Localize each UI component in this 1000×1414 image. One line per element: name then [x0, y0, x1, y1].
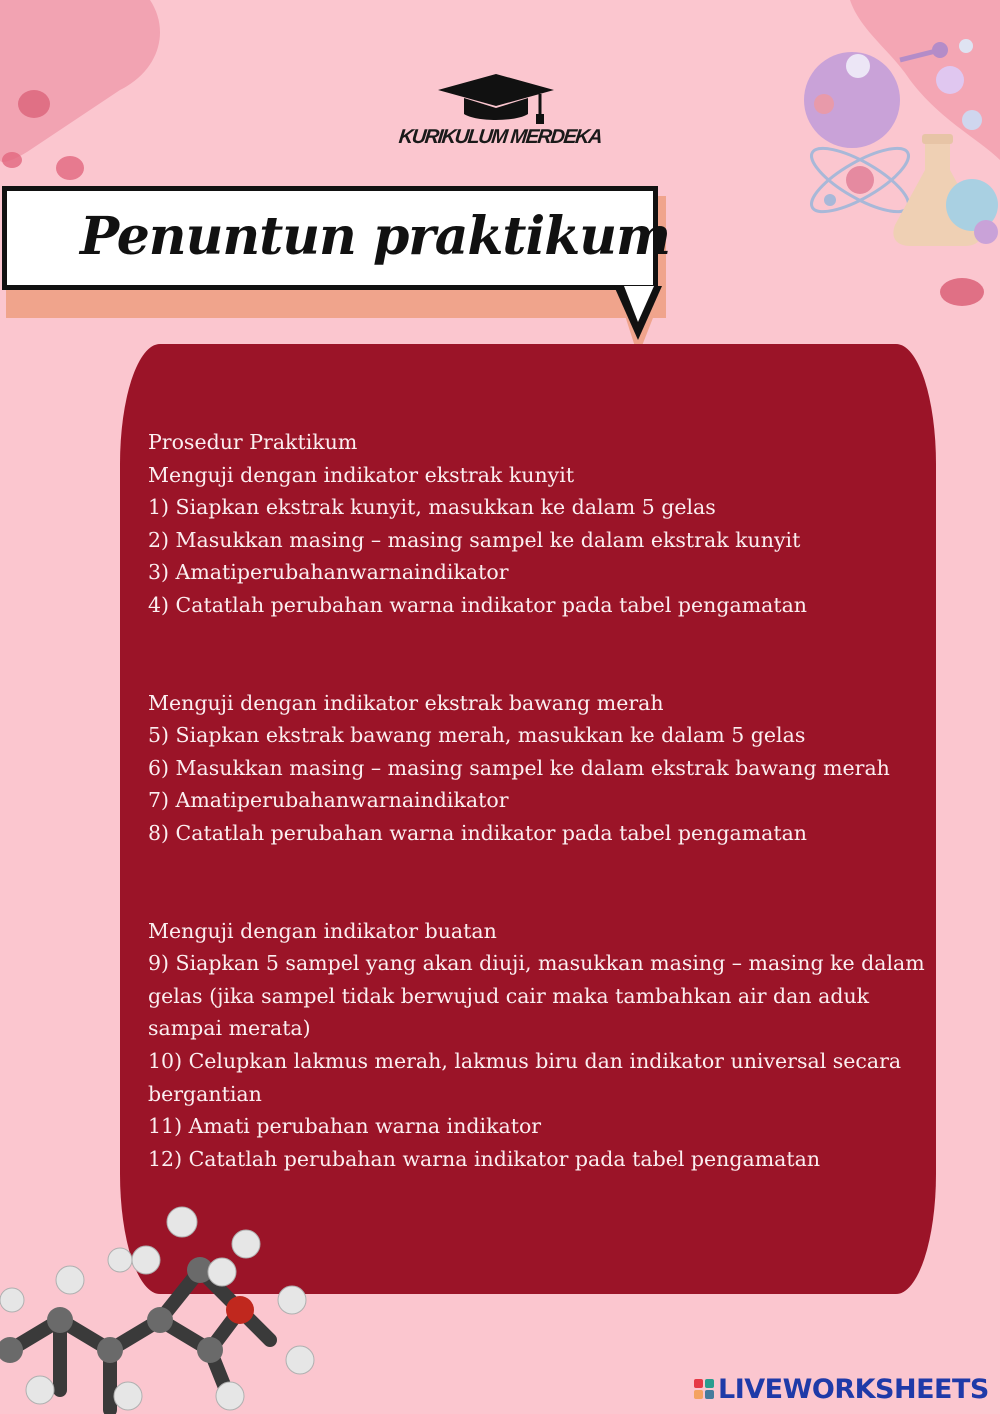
step-item: 12) Catatlah perubahan warna indikator pada tabel pengamatan — [148, 1146, 821, 1171]
step-item: 8) Catatlah perubahan warna indikator pada tabel pengamatan — [148, 820, 808, 845]
procedure-content — [148, 426, 938, 1175]
liveworksheets-logo — [694, 1374, 989, 1404]
brand-name: LIVEWORKSHEETS — [718, 1373, 989, 1405]
page-title: Penuntun praktikum — [80, 206, 671, 267]
section-title: Menguji dengan indikator ekstrak bawang merah — [148, 690, 664, 715]
step-item: 9) Siapkan 5 sampel yang akan diuji, masukkan masing – masing ke dalam gelas (jika sampel tidak berwujud cair maka tambahkan air dan aduk sampai merata) — [148, 951, 925, 1041]
step-item: 5) Siapkan ekstrak bawang merah, masukkan ke dalam 5 gelas — [148, 723, 806, 748]
curriculum-label: KURIKULUM MERDEKA — [397, 126, 603, 148]
decorative-blob-top-left — [0, 0, 200, 200]
section-title: Menguji dengan indikator ekstrak kunyit — [148, 462, 575, 487]
molecule-model-illustration — [0, 1200, 330, 1414]
liveworksheets-logo-icon — [694, 1379, 714, 1399]
step-item: 6) Masukkan masing – masing sampel ke dalam ekstrak bawang merah — [148, 755, 890, 780]
section-spacer — [148, 850, 938, 915]
step-item: 3) Amatiperubahanwarnaindikator — [148, 560, 509, 585]
title-box-pointer — [612, 286, 664, 346]
section-title: Menguji dengan indikator buatan — [148, 918, 497, 943]
step-item: 10) Celupkan lakmus merah, lakmus biru dan indikator universal secara bergantian — [148, 1048, 902, 1106]
step-item: 4) Catatlah perubahan warna indikator pada tabel pengamatan — [148, 592, 808, 617]
procedure-heading: Prosedur Praktikum — [148, 430, 358, 454]
step-item: 2) Masukkan masing – masing sampel ke dalam ekstrak kunyit — [148, 527, 801, 552]
step-item: 11) Amati perubahan warna indikator — [148, 1114, 542, 1139]
section-spacer — [148, 622, 938, 687]
step-item: 1) Siapkan ekstrak kunyit, masukkan ke dalam 5 gelas — [148, 495, 716, 520]
chemistry-illustration — [790, 0, 1000, 320]
step-item: 7) Amatiperubahanwarnaindikator — [148, 788, 509, 813]
graduation-cap-icon — [436, 72, 556, 128]
